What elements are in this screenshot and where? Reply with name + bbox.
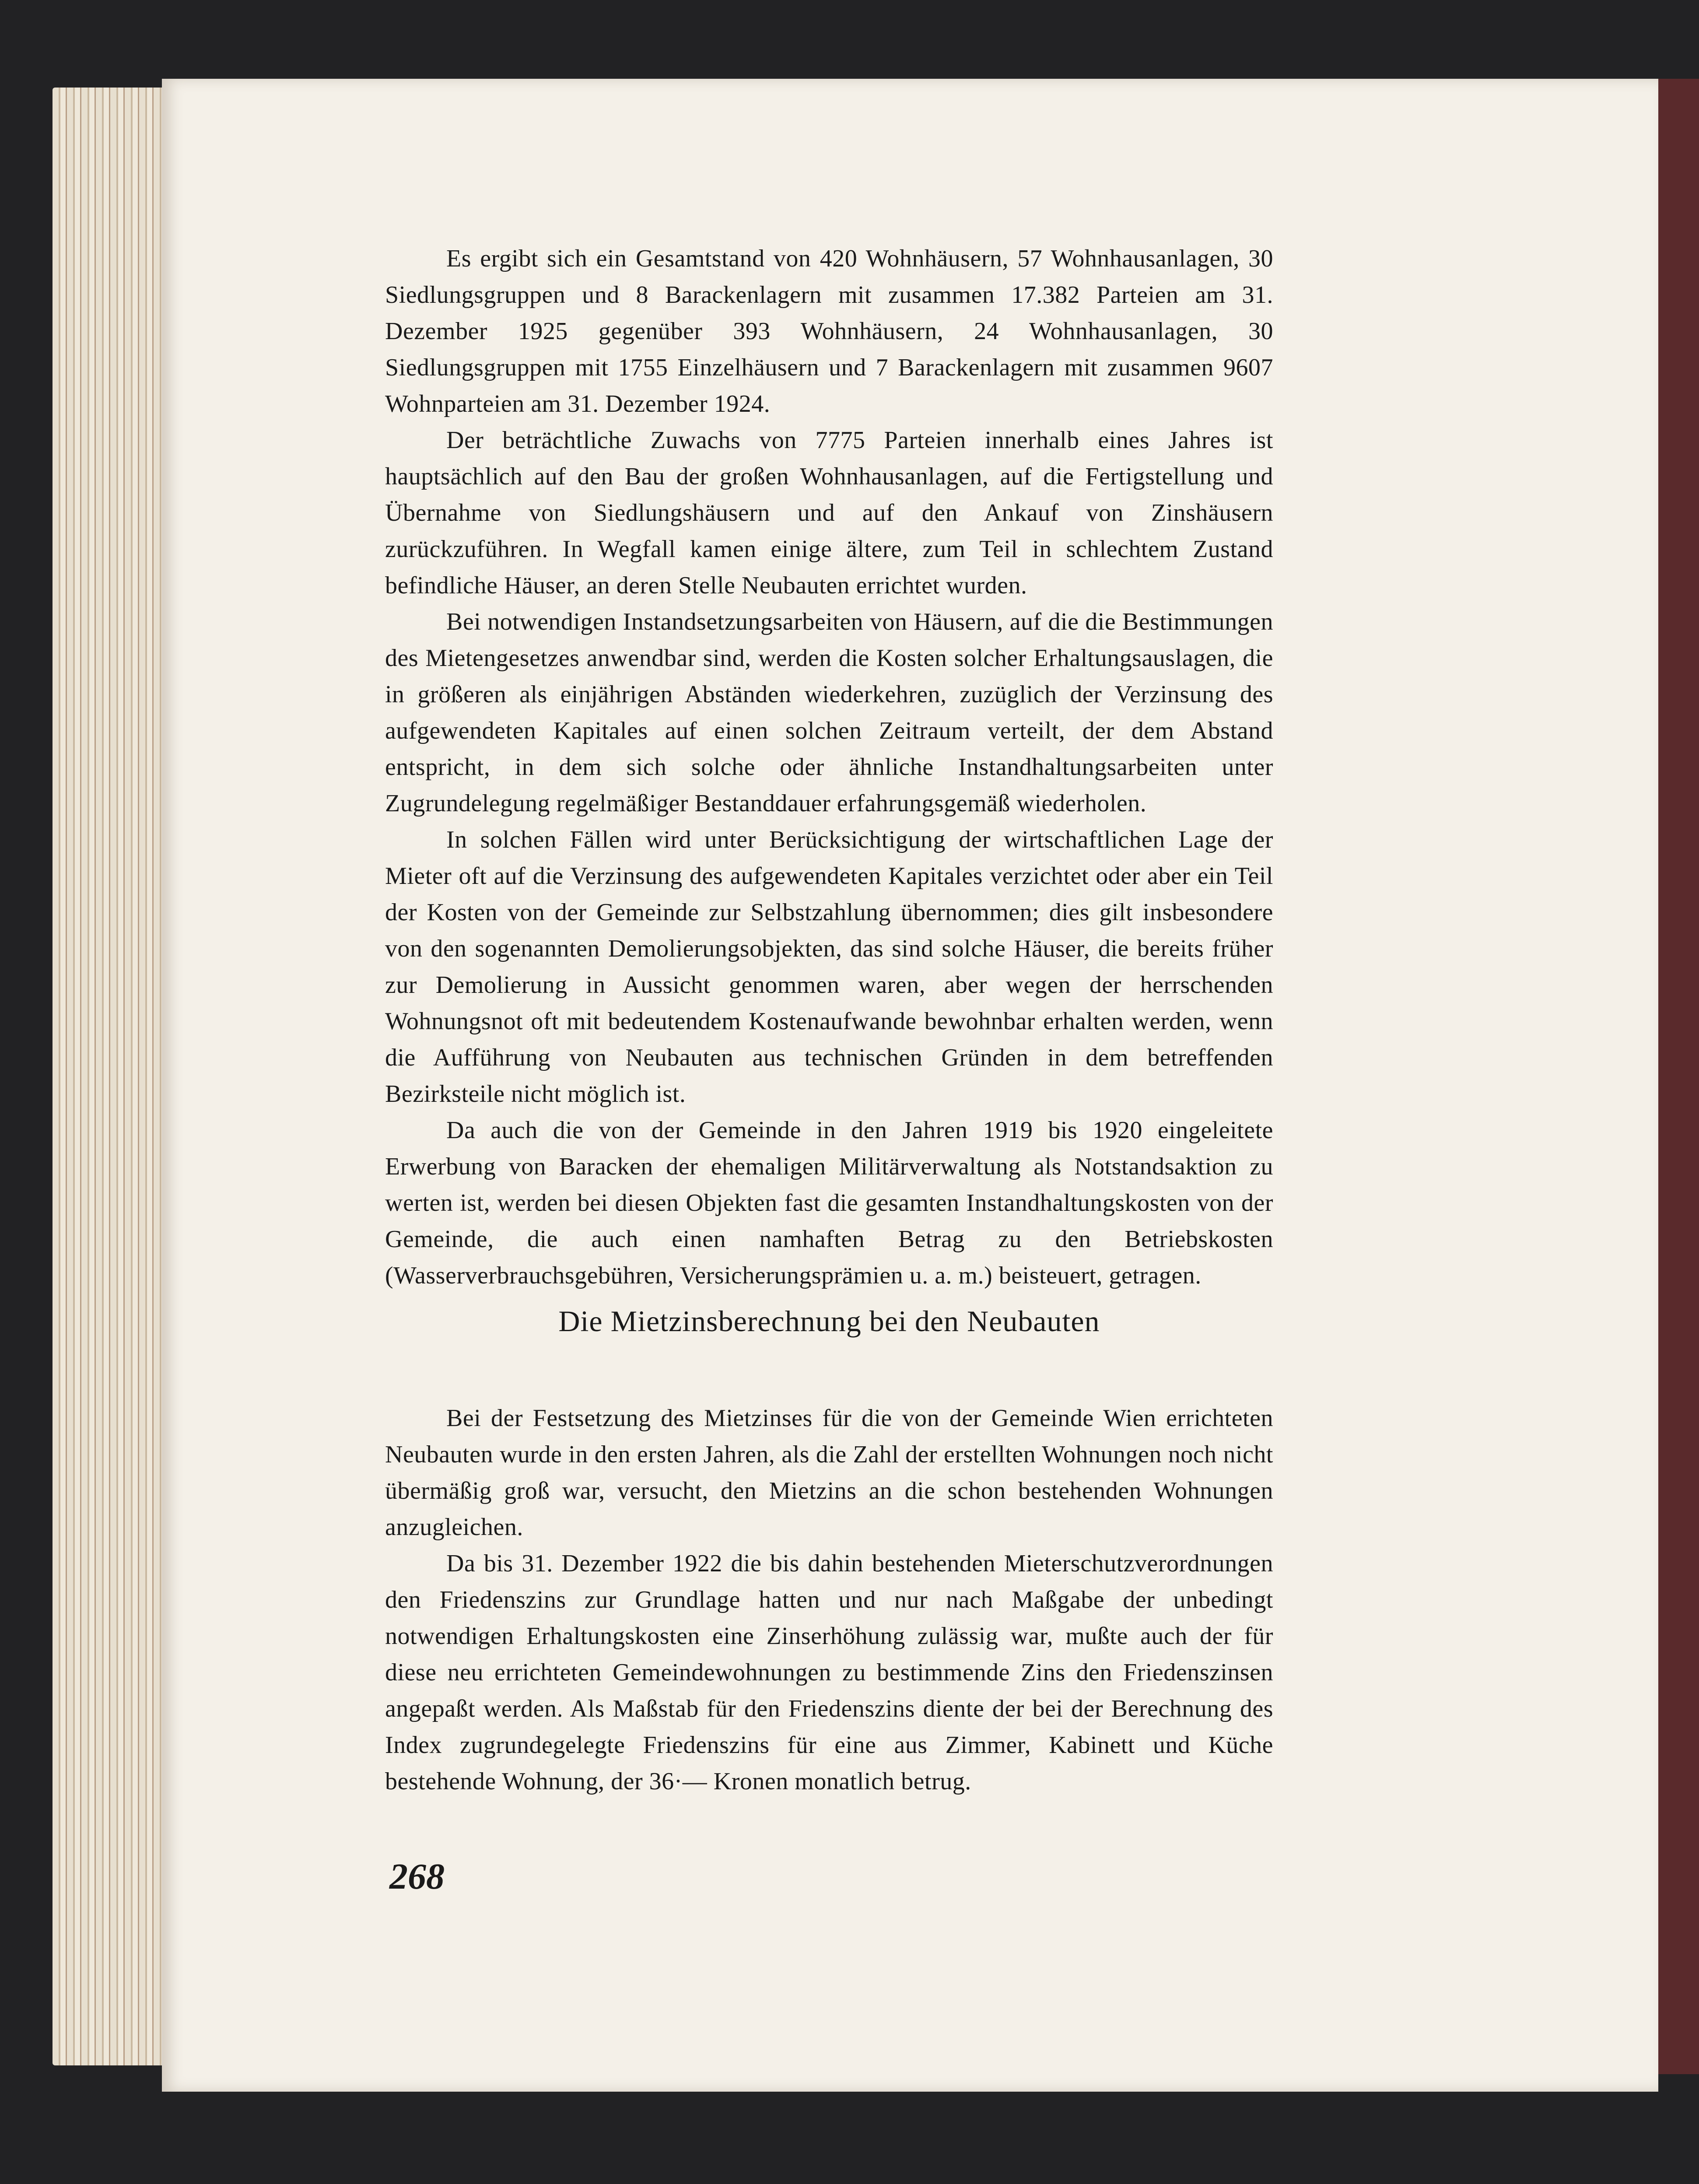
paragraph: In solchen Fällen wird unter Berücksichtigung der wirtschaftlichen Lage der Mieter oft auf die Verzinsung des aufgewendeten Kapitales verzichtet oder aber ein Teil der Kosten von der Gemeinde zur Selbstzahlung übernommen; dies gilt insbesondere von den sogenannten Demolierungsobjekten, das sind solche Häuser, die bereits früher zur Demolierung in Aussicht genommen waren, aber wegen der herrschenden Wohnungsnot oft mit bedeutendem Kostenaufwande bewohnbar erhalten werden, wenn die Aufführung von Neubauten aus technischen Gründen in dem betreffenden Bezirksteile nicht möglich ist. (385, 826, 1273, 1108)
section-heading: Die Mietzinsberechnung bei den Neubauten (558, 1304, 1100, 1338)
body-text-top (385, 241, 1273, 1294)
body-text-bottom (385, 1400, 1273, 1800)
paragraph: Bei notwendigen Instandsetzungsarbeiten von Häusern, auf die die Bestimmungen des Mietengesetzes anwendbar sind, werden die Kosten solcher Erhaltungsauslagen, die in größeren als einjährigen Abständen wiederkehren, zuzüglich der Verzinsung des aufgewendeten Kapitales auf einen solchen Zeitraum verteilt, der dem Abstand entspricht, in dem sich solche oder ähnliche Instandhaltungsarbeiten unter Zugrundelegung regelmäßiger Bestanddauer erfahrungsgemäß wiederholen. (385, 608, 1273, 817)
book-page (162, 79, 1658, 2092)
paragraph: Da bis 31. Dezember 1922 die bis dahin bestehenden Mieterschutzverordnungen den Friedenszins zur Grundlage hatten und nur nach Maßgabe der unbedingt notwendigen Erhaltungskosten eine Zinserhöhung zulässig war, mußte auch der für diese neu errichteten Gemeindewohnungen zu bestimmende Zins den Friedenszinsen angepaßt werden. Als Maßstab für den Friedenszins diente der bei der Berechnung des Index zugrundegelegte Friedenszins für eine aus Zimmer, Kabinett und Küche bestehende Wohnung, der 36·— Kronen monatlich betrug. (385, 1550, 1273, 1795)
page-number: 268 (389, 1856, 445, 1897)
page-edges (53, 88, 166, 2065)
paragraph: Es ergibt sich ein Gesamtstand von 420 Wohnhäusern, 57 Wohnhausanlagen, 30 Siedlungsgruppen und 8 Barackenlagern mit zusammen 17.382 Parteien am 31. Dezember 1925 gegenüber 393 Wohnhäusern, 24 Wohnhausanlagen, 30 Siedlungsgruppen mit 1755 Einzelhäusern und 7 Barackenlagern mit zusammen 9607 Wohnparteien am 31. Dezember 1924. (385, 245, 1273, 417)
paragraph: Bei der Festsetzung des Mietzinses für die von der Gemeinde Wien errichteten Neubauten wurde in den ersten Jahren, als die Zahl der erstellten Wohnungen noch nicht übermäßig groß war, versucht, den Mietzins an die schon bestehenden Wohnungen anzugleichen. (385, 1405, 1273, 1541)
paragraph: Der beträchtliche Zuwachs von 7775 Parteien innerhalb eines Jahres ist hauptsächlich auf den Bau der großen Wohnhausanlagen, auf die Fertigstellung und Übernahme von Siedlungshäusern und auf den Ankauf von Zinshäusern zurückzuführen. In Wegfall kamen einige ältere, zum Teil in schlechtem Zustand befindliche Häuser, an deren Stelle Neubauten errichtet wurden. (385, 427, 1273, 599)
paragraph: Da auch die von der Gemeinde in den Jahren 1919 bis 1920 eingeleitete Erwerbung von Baracken der ehemaligen Militärverwaltung als Notstandsaktion zu werten ist, werden bei diesen Objekten fast die gesamten Instandhaltungskosten von der Gemeinde, die auch einen namhaften Betrag zu den Betriebskosten (Wasserverbrauchsgebühren, Versicherungsprämien u. a. m.) beisteuert, getragen. (385, 1117, 1273, 1289)
